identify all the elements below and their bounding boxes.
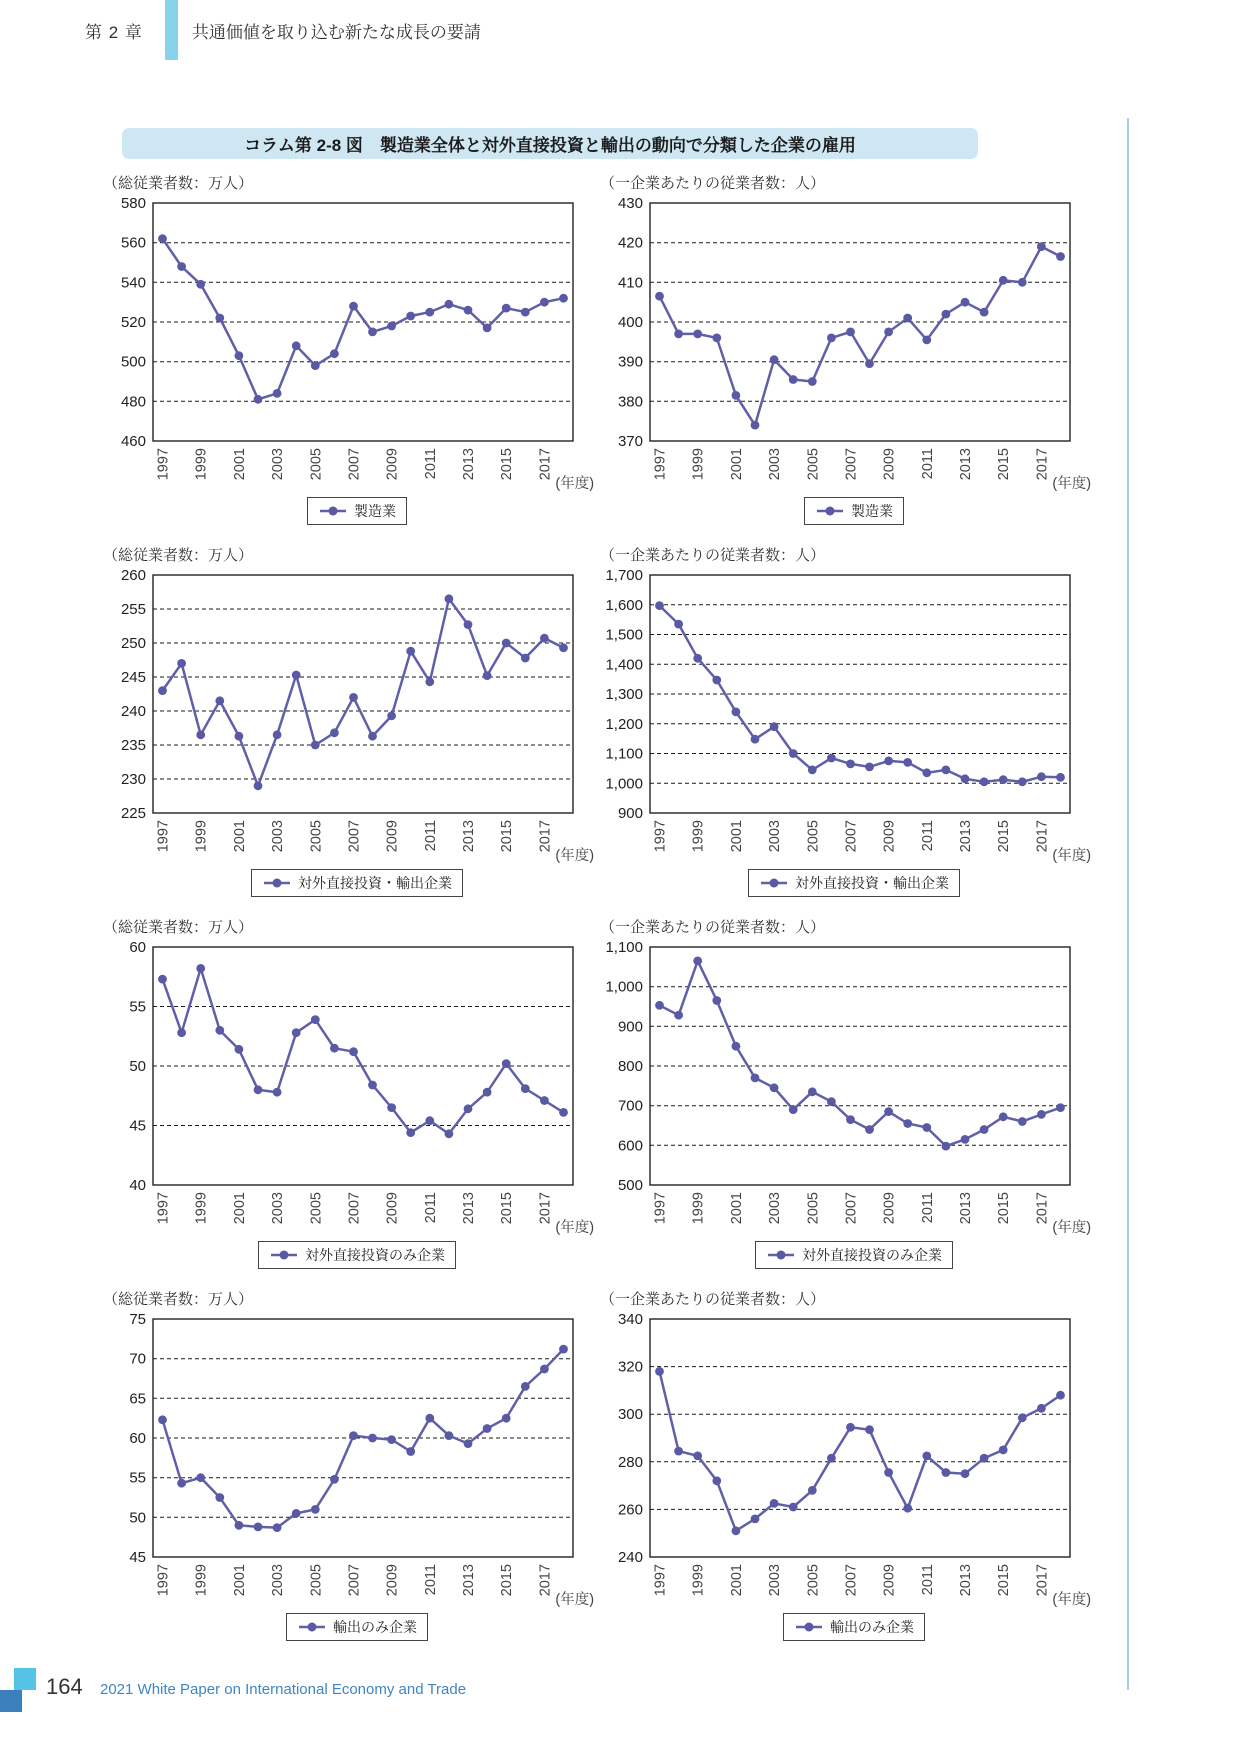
svg-text:2001: 2001 xyxy=(231,1192,248,1225)
svg-text:2009: 2009 xyxy=(384,820,401,853)
svg-text:2017: 2017 xyxy=(537,1192,554,1225)
svg-text:410: 410 xyxy=(617,274,643,292)
svg-text:2015: 2015 xyxy=(996,1192,1013,1225)
legend xyxy=(592,869,1116,897)
svg-text:(年度): (年度) xyxy=(1052,1220,1092,1236)
svg-text:2007: 2007 xyxy=(346,1564,363,1597)
svg-text:255: 255 xyxy=(120,601,146,618)
svg-text:2007: 2007 xyxy=(346,820,363,853)
legend xyxy=(95,497,619,525)
svg-text:900: 900 xyxy=(617,1018,643,1036)
footer-title: 2021 White Paper on International Economy and Trade xyxy=(100,1681,467,1698)
svg-text:2013: 2013 xyxy=(461,448,477,481)
svg-text:500: 500 xyxy=(120,353,146,371)
svg-text:2013: 2013 xyxy=(958,1564,974,1597)
svg-text:(年度): (年度) xyxy=(1052,476,1092,492)
svg-text:45: 45 xyxy=(129,1549,146,1566)
svg-text:2011: 2011 xyxy=(919,1192,936,1224)
svg-text:380: 380 xyxy=(617,393,643,411)
svg-text:2011: 2011 xyxy=(422,1192,439,1224)
svg-text:2005: 2005 xyxy=(308,1564,325,1597)
svg-text:540: 540 xyxy=(120,274,146,292)
svg-text:2017: 2017 xyxy=(1034,448,1051,481)
svg-text:1999: 1999 xyxy=(690,820,707,853)
line-chart xyxy=(592,939,1116,1239)
legend xyxy=(592,497,1116,525)
svg-text:2001: 2001 xyxy=(231,1564,248,1597)
legend-label: 製造業 xyxy=(851,503,893,519)
svg-text:340: 340 xyxy=(617,1311,643,1328)
unit-label: （総従業者数：万人） xyxy=(103,547,254,564)
svg-text:2011: 2011 xyxy=(422,448,439,480)
svg-text:320: 320 xyxy=(617,1358,643,1376)
line-chart xyxy=(95,939,619,1239)
svg-text:2015: 2015 xyxy=(996,820,1013,853)
svg-text:1,500: 1,500 xyxy=(605,626,643,644)
svg-text:460: 460 xyxy=(120,433,146,450)
svg-text:2013: 2013 xyxy=(461,1564,477,1597)
unit-label: （総従業者数：万人） xyxy=(103,1291,254,1308)
svg-text:70: 70 xyxy=(129,1350,146,1368)
svg-text:(年度): (年度) xyxy=(555,848,595,864)
svg-text:1999: 1999 xyxy=(193,1564,210,1597)
svg-text:2017: 2017 xyxy=(1034,1564,1051,1597)
svg-text:2005: 2005 xyxy=(308,1192,325,1225)
unit-label: （一企業あたりの従業者数：人） xyxy=(600,919,826,936)
chart-row-fdi-only xyxy=(95,917,1241,1269)
svg-text:2003: 2003 xyxy=(767,1564,784,1597)
svg-text:2009: 2009 xyxy=(384,448,401,481)
svg-text:250: 250 xyxy=(120,635,146,652)
svg-text:1999: 1999 xyxy=(690,448,707,481)
svg-text:2003: 2003 xyxy=(270,820,287,853)
svg-text:1,600: 1,600 xyxy=(605,596,643,614)
chart-export-only-total xyxy=(95,1289,595,1641)
svg-text:1999: 1999 xyxy=(193,820,210,853)
svg-text:700: 700 xyxy=(617,1097,643,1115)
legend xyxy=(95,1241,619,1269)
svg-text:2005: 2005 xyxy=(805,820,822,853)
svg-text:2013: 2013 xyxy=(958,448,974,481)
svg-text:1999: 1999 xyxy=(193,448,210,481)
line-marker-icon xyxy=(766,1249,796,1261)
svg-text:2009: 2009 xyxy=(881,448,898,481)
line-marker-icon xyxy=(815,505,845,517)
svg-text:(年度): (年度) xyxy=(555,1592,595,1608)
svg-text:2003: 2003 xyxy=(270,448,287,481)
line-chart xyxy=(95,195,619,495)
svg-text:1,100: 1,100 xyxy=(605,745,643,763)
svg-text:420: 420 xyxy=(617,234,643,252)
svg-text:2015: 2015 xyxy=(996,1564,1013,1597)
svg-text:2005: 2005 xyxy=(308,820,325,853)
svg-text:45: 45 xyxy=(129,1117,146,1135)
svg-text:800: 800 xyxy=(617,1058,643,1075)
svg-text:480: 480 xyxy=(120,393,146,411)
svg-text:2001: 2001 xyxy=(728,1564,745,1597)
legend-label: 輸出のみ企業 xyxy=(333,1619,417,1635)
svg-text:520: 520 xyxy=(120,314,146,331)
line-chart xyxy=(95,567,619,867)
svg-text:500: 500 xyxy=(617,1177,643,1194)
svg-text:2001: 2001 xyxy=(728,448,745,481)
svg-text:2015: 2015 xyxy=(499,1192,516,1225)
svg-text:2007: 2007 xyxy=(346,448,363,481)
svg-text:2011: 2011 xyxy=(422,1564,439,1596)
svg-text:2015: 2015 xyxy=(499,820,516,853)
svg-text:1997: 1997 xyxy=(155,1192,172,1225)
svg-text:65: 65 xyxy=(129,1390,146,1408)
svg-text:245: 245 xyxy=(120,669,146,686)
svg-text:2005: 2005 xyxy=(805,1564,822,1597)
chart-manufacturing-per-company xyxy=(592,173,1132,525)
svg-text:2007: 2007 xyxy=(843,1192,860,1225)
svg-text:2001: 2001 xyxy=(728,1192,745,1225)
svg-text:50: 50 xyxy=(129,1509,146,1527)
line-chart xyxy=(592,567,1116,867)
svg-text:2005: 2005 xyxy=(805,1192,822,1225)
svg-text:2009: 2009 xyxy=(881,820,898,853)
svg-text:2013: 2013 xyxy=(461,820,477,853)
svg-text:600: 600 xyxy=(617,1137,643,1155)
legend xyxy=(592,1613,1116,1641)
svg-text:(年度): (年度) xyxy=(1052,1592,1092,1608)
svg-text:1997: 1997 xyxy=(155,820,172,853)
svg-text:235: 235 xyxy=(120,737,146,754)
svg-text:2013: 2013 xyxy=(958,820,974,853)
svg-text:1,700: 1,700 xyxy=(605,567,643,584)
svg-text:55: 55 xyxy=(129,998,146,1016)
svg-text:2009: 2009 xyxy=(881,1192,898,1225)
line-marker-icon xyxy=(318,505,348,517)
svg-text:2001: 2001 xyxy=(231,448,248,481)
chapter-accent-bar xyxy=(165,0,178,60)
svg-text:1999: 1999 xyxy=(193,1192,210,1225)
svg-text:2003: 2003 xyxy=(767,1192,784,1225)
svg-text:2013: 2013 xyxy=(461,1192,477,1225)
svg-text:2011: 2011 xyxy=(919,448,936,480)
svg-text:2007: 2007 xyxy=(346,1192,363,1225)
svg-text:(年度): (年度) xyxy=(555,1220,595,1236)
svg-text:2017: 2017 xyxy=(1034,1192,1051,1225)
unit-label: （一企業あたりの従業者数：人） xyxy=(600,1291,826,1308)
unit-label: （一企業あたりの従業者数：人） xyxy=(600,175,826,192)
legend-label: 対外直接投資のみ企業 xyxy=(802,1247,942,1263)
svg-text:2005: 2005 xyxy=(805,448,822,481)
svg-text:2015: 2015 xyxy=(499,448,516,481)
svg-text:2007: 2007 xyxy=(843,1564,860,1597)
svg-text:400: 400 xyxy=(617,314,643,331)
svg-text:2017: 2017 xyxy=(537,820,554,853)
svg-text:1,300: 1,300 xyxy=(605,686,643,703)
svg-text:2003: 2003 xyxy=(767,820,784,853)
footer-cyan-square xyxy=(14,1668,36,1690)
footer-blue-square xyxy=(0,1690,22,1712)
svg-text:(年度): (年度) xyxy=(555,476,595,492)
svg-text:1,400: 1,400 xyxy=(605,656,643,674)
svg-text:1,100: 1,100 xyxy=(605,939,643,956)
unit-label: （一企業あたりの従業者数：人） xyxy=(600,547,826,564)
svg-text:(年度): (年度) xyxy=(1052,848,1092,864)
legend-label: 対外直接投資のみ企業 xyxy=(305,1247,445,1263)
line-marker-icon xyxy=(297,1621,327,1633)
svg-text:900: 900 xyxy=(617,805,643,822)
line-marker-icon xyxy=(794,1621,824,1633)
svg-text:2013: 2013 xyxy=(958,1192,974,1225)
page-number: 164 xyxy=(46,1674,83,1699)
chart-fdi-only-total xyxy=(95,917,595,1269)
page-header xyxy=(0,0,1241,60)
chart-fdi-only-per-company xyxy=(592,917,1132,1269)
figure-title: コラム第 2-8 図 製造業全体と対外直接投資と輸出の動向で分類した企業の雇用 xyxy=(122,128,978,159)
svg-text:2003: 2003 xyxy=(270,1564,287,1597)
svg-text:2011: 2011 xyxy=(919,1564,936,1596)
svg-text:2009: 2009 xyxy=(881,1564,898,1597)
svg-text:2015: 2015 xyxy=(996,448,1013,481)
svg-text:40: 40 xyxy=(129,1177,146,1194)
line-chart xyxy=(592,195,1116,495)
svg-text:260: 260 xyxy=(617,1501,643,1519)
svg-text:2009: 2009 xyxy=(384,1192,401,1225)
svg-text:1999: 1999 xyxy=(690,1192,707,1225)
svg-text:1997: 1997 xyxy=(652,1564,669,1597)
svg-text:2017: 2017 xyxy=(537,1564,554,1597)
svg-text:2011: 2011 xyxy=(422,820,439,852)
svg-text:230: 230 xyxy=(120,771,146,788)
svg-text:2009: 2009 xyxy=(384,1564,401,1597)
chart-export-only-per-company xyxy=(592,1289,1132,1641)
svg-text:2011: 2011 xyxy=(919,820,936,852)
svg-text:260: 260 xyxy=(120,567,146,584)
svg-text:2001: 2001 xyxy=(728,820,745,853)
svg-text:430: 430 xyxy=(617,195,643,212)
line-chart xyxy=(592,1311,1116,1611)
svg-text:2001: 2001 xyxy=(231,820,248,853)
svg-text:60: 60 xyxy=(129,1430,146,1447)
svg-text:2005: 2005 xyxy=(308,448,325,481)
chart-fdi-export-total xyxy=(95,545,595,897)
svg-text:2007: 2007 xyxy=(843,820,860,853)
chart-row-export-only xyxy=(95,1289,1241,1641)
unit-label: （総従業者数：万人） xyxy=(103,919,254,936)
legend-label: 対外直接投資・輸出企業 xyxy=(795,875,949,891)
svg-text:560: 560 xyxy=(120,234,146,252)
svg-text:580: 580 xyxy=(120,195,146,212)
line-marker-icon xyxy=(759,877,789,889)
line-marker-icon xyxy=(269,1249,299,1261)
legend xyxy=(592,1241,1116,1269)
line-chart xyxy=(95,1311,619,1611)
chart-fdi-export-per-company xyxy=(592,545,1132,897)
svg-text:370: 370 xyxy=(617,433,643,450)
chart-manufacturing-total xyxy=(95,173,595,525)
svg-text:1,000: 1,000 xyxy=(605,978,643,996)
svg-text:1999: 1999 xyxy=(690,1564,707,1597)
svg-text:390: 390 xyxy=(617,353,643,371)
svg-text:2003: 2003 xyxy=(270,1192,287,1225)
svg-text:1997: 1997 xyxy=(652,820,669,853)
legend xyxy=(95,1613,619,1641)
svg-text:1997: 1997 xyxy=(652,1192,669,1225)
svg-text:75: 75 xyxy=(129,1311,146,1328)
svg-text:1997: 1997 xyxy=(155,1564,172,1597)
svg-text:1997: 1997 xyxy=(652,448,669,481)
chapter-label: 第 2 章 xyxy=(85,22,143,42)
legend-label: 製造業 xyxy=(354,503,396,519)
svg-text:2015: 2015 xyxy=(499,1564,516,1597)
legend-label: 対外直接投資・輸出企業 xyxy=(298,875,452,891)
chapter-title: 共通価値を取り込む新たな成長の要請 xyxy=(191,22,481,42)
svg-text:280: 280 xyxy=(617,1453,643,1471)
page-right-rule xyxy=(1127,118,1129,1690)
svg-text:2017: 2017 xyxy=(537,448,554,481)
legend xyxy=(95,869,619,897)
svg-text:2017: 2017 xyxy=(1034,820,1051,853)
chart-row-fdi-and-export xyxy=(95,545,1241,897)
svg-text:60: 60 xyxy=(129,939,146,956)
line-marker-icon xyxy=(262,877,292,889)
chart-row-manufacturing xyxy=(95,173,1241,525)
svg-text:300: 300 xyxy=(617,1406,643,1424)
svg-text:225: 225 xyxy=(120,805,146,822)
svg-text:2007: 2007 xyxy=(843,448,860,481)
svg-text:55: 55 xyxy=(129,1469,146,1487)
svg-text:240: 240 xyxy=(120,703,146,720)
svg-text:240: 240 xyxy=(617,1549,643,1566)
svg-text:1,000: 1,000 xyxy=(605,775,643,793)
svg-text:1997: 1997 xyxy=(155,448,172,481)
svg-text:2003: 2003 xyxy=(767,448,784,481)
svg-text:50: 50 xyxy=(129,1058,146,1075)
unit-label: （総従業者数：万人） xyxy=(103,175,254,192)
legend-label: 輸出のみ企業 xyxy=(830,1619,914,1635)
svg-text:1,200: 1,200 xyxy=(605,715,643,733)
